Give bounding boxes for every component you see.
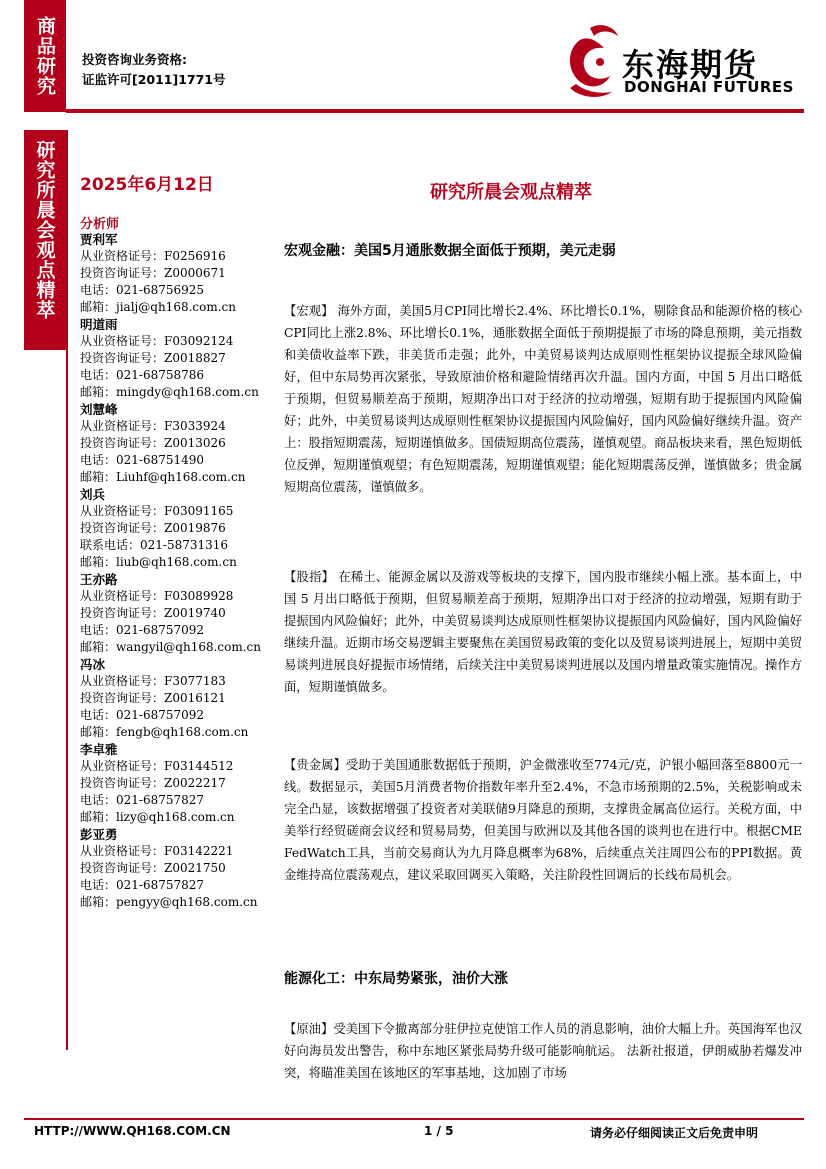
analyst-consult-license: 投资咨询证号：Z0019876 (80, 521, 226, 535)
sidebar-divider (66, 130, 68, 1050)
analyst-name: 彭亚勇 (80, 827, 118, 842)
analyst-consult-license: 投资咨询证号：Z0019740 (80, 606, 226, 620)
paragraph-crude-oil: 【原油】受美国下令撤离部分驻伊拉克使馆工作人员的消息影响，油价大幅上升。英国海军也汉好向海员发出警告，称中东地区紧张局势升级可能影响航运。 法新社报道，伊朗威胁若爆发冲突，将瞄准美国在该地区的军事基地，这加剧了市场 (284, 1022, 802, 1080)
analyst-license: 从业资格证号：F03089928 (80, 589, 234, 603)
analyst-license: 从业资格证号：F3077183 (80, 674, 226, 688)
analyst-license: 从业资格证号：F0256916 (80, 249, 226, 263)
paragraph-precious-metals: 【贵金属】受助于美国通胀数据低于预期，沪金微涨收至774元/克，沪银小幅回落至8800元一线。数据显示，美国5月消费者物价指数年率升至2.4%，不急市场预期的2.5%，关税影响或未完全凸显，该数据增强了投资者对美联储9月降息的预期，支撑贵金属高位运行。关税方面，中美举行经贸磋商会议经和贸易局势，但美国与欧洲以及其他各国的谈判也在进行中。根据CME FedWatch工具，当前交易商认为九月降息概率为68%，后续重点关注周四公布的PPI数据。黄金维持高位震荡观点，建议采取回调买入策略，关注阶段性回调后的长线布局机会。 (284, 758, 802, 882)
analyst-name: 贾利军 (80, 232, 118, 247)
page-number: 1 / 5 (424, 1124, 454, 1138)
analyst-entry (80, 401, 280, 486)
report-band: 研究所晨会观点精萃 (24, 130, 66, 350)
analyst-phone: 电话：021-68757092 (80, 623, 205, 637)
analyst-name: 冯冰 (80, 657, 106, 672)
analyst-email: 邮箱：Liuhf@qh168.com.cn (80, 470, 246, 484)
analyst-phone: 电话：021-68757827 (80, 793, 205, 807)
analyst-license: 从业资格证号：F03092124 (80, 334, 234, 348)
logo-en-text: DONGHAI FUTURES (624, 78, 794, 96)
analyst-consult-license: 投资咨询证号：Z0021750 (80, 861, 226, 875)
analyst-entry (80, 571, 280, 656)
analyst-name: 李卓雅 (80, 742, 118, 757)
paragraph-stock-index: 【股指】 在稀土、能源金属以及游戏等板块的支撑下，国内股市继续小幅上涨。基本面上，中国 5 月出口略低于预期，但贸易顺差高于预期，短期净出口对于经济的拉动增强，短期有助于提振国内风险偏好；此外，中美贸易谈判达成原则性框架协议提振国内风险偏好，国内风险偏好继续升温。近期市场交易逻辑主要聚焦在美国贸易政策的变化以及贸易谈判进展上，短期中美贸易谈判进展良好提振市场情绪，后续关注中美贸易谈判进展以及国内增量政策实施情况。操作方面，短期谨慎做多。 (284, 570, 802, 694)
credential-line1: 投资咨询业务资格: (82, 52, 187, 67)
analyst-entry (80, 486, 280, 571)
analyst-phone: 电话：021-68757092 (80, 708, 205, 722)
analyst-name: 王亦路 (80, 572, 118, 587)
analyst-consult-license: 投资咨询证号：Z0022217 (80, 776, 226, 790)
analyst-entry (80, 316, 280, 401)
analyst-email: 邮箱：wangyil@qh168.com.cn (80, 640, 262, 654)
footer-divider (24, 1118, 804, 1120)
analyst-entry (80, 231, 280, 316)
analyst-email: 邮箱：fengb@qh168.com.cn (80, 725, 249, 739)
analyst-name: 刘兵 (80, 487, 106, 502)
credential-block (82, 50, 226, 90)
footer-url-link[interactable]: HTTP://WWW.QH168.COM.CN (34, 1124, 231, 1138)
analyst-consult-license: 投资咨询证号：Z0016121 (80, 691, 226, 705)
section-heading-macro-finance: 宏观金融：美国5月通胀数据全面低于预期，美元走弱 (284, 243, 616, 259)
category-tab: 商品研究 (24, 0, 66, 112)
disclaimer-note: 请务必仔细阅读正文后免责申明 (590, 1126, 759, 1140)
analyst-entry (80, 741, 280, 826)
analyst-email: 邮箱：pengyy@qh168.com.cn (80, 895, 258, 909)
analyst-phone: 电话：021-68757827 (80, 878, 205, 892)
analyst-name: 刘慧峰 (80, 402, 118, 417)
logo-cn-text: 东海期货 (622, 46, 759, 84)
credential-line2: 证监许可[2011]1771号 (82, 72, 226, 87)
report-date: 2025年6月12日 (80, 175, 214, 195)
analysts-label: 分析师 (80, 217, 120, 232)
analyst-name: 明道雨 (80, 317, 118, 332)
analyst-license: 从业资格证号：F03144512 (80, 759, 234, 773)
analyst-phone: 电话：021-68756925 (80, 283, 205, 297)
analyst-email: 邮箱：liub@qh168.com.cn (80, 555, 237, 569)
analyst-entry (80, 826, 280, 911)
header-divider (66, 109, 804, 113)
analyst-license: 从业资格证号：F03091165 (80, 504, 234, 518)
analyst-phone: 电话：021-68758786 (80, 368, 205, 382)
analyst-list (80, 231, 280, 911)
analyst-consult-license: 投资咨询证号：Z0018827 (80, 351, 226, 365)
analyst-consult-license: 投资咨询证号：Z0000671 (80, 266, 226, 280)
analyst-phone: 联系电话：021-58731316 (80, 538, 229, 552)
paragraph-macro: 【宏观】 海外方面，美国5月CPI同比增长2.4%、环比增长0.1%，剔除食品和能源价格的核心CPI同比上涨2.8%、环比增长0.1%，通胀数据全面低于预期提振了市场的降息预期，美元指数和美债收益率下跌，非美货币走强；此外，中美贸易谈判达成原则性框架协议提振全球风险偏好，但中东局势再次紧张，导致原油价格和避险情绪再次升温。国内方面，中国 5 月出口略低于预期，但贸易顺差高于预期，短期净出口对于经济的拉动增强，短期有助于提振国内风险偏好；此外，中美贸易谈判达成原则性框架协议提振国内风险偏好，国内风险偏好继续升温。资产上：股指短期震荡，短期谨慎做多。国债短期高位震荡，谨慎观望。商品板块来看，黑色短期低位反弹，短期谨慎观望；有色短期震荡，短期谨慎观望；能化短期震荡反弹，谨慎做多；贵金属短期高位震荡，谨慎做多。 (284, 304, 802, 494)
analyst-email: 邮箱：lizy@qh168.com.cn (80, 810, 235, 824)
analyst-license: 从业资格证号：F3033924 (80, 419, 226, 433)
analyst-phone: 电话：021-68751490 (80, 453, 205, 467)
page-title: 研究所晨会观点精萃 (430, 182, 592, 203)
analyst-email: 邮箱：mingdy@qh168.com.cn (80, 385, 259, 399)
analyst-entry (80, 656, 280, 741)
analyst-email: 邮箱：jialj@qh168.com.cn (80, 300, 236, 314)
analyst-consult-license: 投资咨询证号：Z0013026 (80, 436, 226, 450)
section-heading-energy-chemical: 能源化工：中东局势紧张，油价大涨 (284, 971, 508, 987)
analyst-license: 从业资格证号：F03142221 (80, 844, 234, 858)
